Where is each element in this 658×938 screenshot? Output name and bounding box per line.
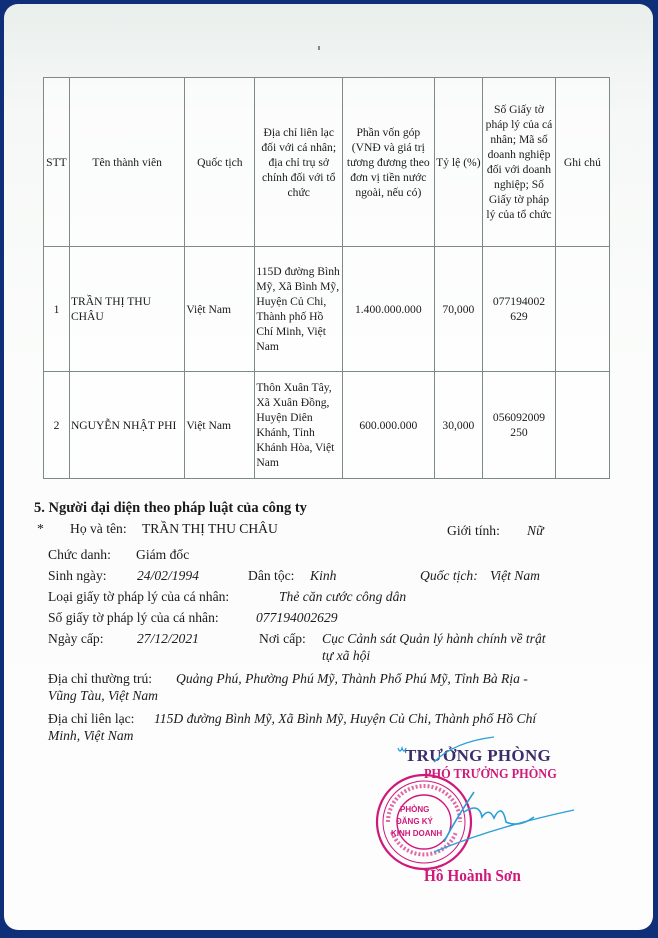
cell-ratio: 30,000	[434, 372, 483, 479]
gender-value: Nữ	[527, 523, 544, 538]
header-address: Địa chỉ liên lạc đối với cá nhân; địa chỉ trụ sở chính đối với tổ chức	[255, 78, 343, 247]
scan-speck	[318, 46, 320, 50]
header-capital: Phần vốn góp (VNĐ và giá trị tương đương theo đơn vị tiền nước ngoài, nếu có)	[343, 78, 434, 247]
cell-capital: 600.000.000	[343, 372, 434, 479]
issue-place-value: Cục Cảnh sát Quản lý hành chính về trật	[322, 631, 546, 646]
header-ratio: Tỷ lệ (%)	[434, 78, 483, 247]
header-note: Ghi chú	[555, 78, 609, 247]
stamp-text-2: ĐĂNG KÝ	[396, 817, 433, 826]
stamp-text-3: KINH DOANH	[391, 829, 443, 838]
header-member-name: Tên thành viên	[69, 78, 184, 247]
table-header-row	[44, 78, 610, 247]
bullet-star: *	[37, 521, 44, 536]
cell-address: Thôn Xuân Tây, Xã Xuân Đồng, Huyện Diên Khánh, Tỉnh Khánh Hòa, Việt Nam	[255, 372, 343, 479]
doc-type-label: Loại giấy tờ pháp lý của cá nhân:	[48, 589, 230, 604]
permanent-address-value: Quảng Phú, Phường Phú Mỹ, Thành Phố Phú Mỹ, Tỉnh Bà Rịa -	[176, 671, 528, 686]
dob-label: Sinh ngày:	[48, 568, 107, 583]
cell-legal-id: 056092009 250	[483, 372, 556, 479]
cell-member-name: NGUYỄN NHẬT PHI	[69, 372, 184, 479]
members-table	[43, 77, 610, 479]
handwritten-signature-icon	[384, 732, 584, 872]
permanent-address-label: Địa chỉ thường trú:	[48, 671, 153, 686]
name-value: TRẦN THỊ THU CHÂU	[142, 521, 278, 536]
contact-address-value-cont: Minh, Việt Nam	[48, 728, 134, 743]
contact-address-value: 115D đường Bình Mỹ, Xã Bình Mỹ, Huyện Củ Chi, Thành phố Hồ Chí	[154, 711, 537, 726]
contact-address-label: Địa chỉ liên lạc:	[48, 711, 135, 726]
cell-nationality: Việt Nam	[185, 372, 255, 479]
table-row	[44, 372, 610, 479]
doc-number-value: 077194002629	[256, 610, 338, 625]
cell-nationality: Việt Nam	[185, 247, 255, 372]
dob-value: 24/02/1994	[137, 568, 199, 583]
section-title: 5. Người đại diện theo pháp luật của công ty	[34, 500, 307, 516]
table-row	[44, 247, 610, 372]
issue-place-value-cont: tự xã hội	[322, 648, 371, 663]
permanent-address-value-cont: Vũng Tàu, Việt Nam	[48, 688, 159, 703]
header-nationality: Quốc tịch	[185, 78, 255, 247]
signature-title: TRƯỞNG PHÒNG	[405, 746, 552, 765]
signature-subtitle: PHÓ TRƯỞNG PHÒNG	[424, 767, 557, 782]
stamp-text-1: PHÒNG	[400, 805, 430, 814]
ethnicity-label: Dân tộc:	[248, 568, 295, 583]
cell-stt: 1	[44, 247, 70, 372]
nationality-label: Quốc tịch:	[420, 568, 478, 583]
cell-address: 115D đường Bình Mỹ, Xã Bình Mỹ, Huyện Củ Chi, Thành phố Hồ Chí Minh, Việt Nam	[255, 247, 343, 372]
position-label: Chức danh:	[48, 547, 111, 562]
nationality-value: Việt Nam	[490, 568, 540, 583]
cell-legal-id: 077194002 629	[483, 247, 556, 372]
doc-type-value: Thẻ căn cước công dân	[279, 589, 407, 604]
document-page	[4, 4, 653, 930]
ethnicity-value: Kinh	[310, 568, 337, 583]
cell-member-name: TRẦN THỊ THU CHÂU	[69, 247, 184, 372]
name-label: Họ và tên:	[70, 521, 127, 536]
position-value: Giám đốc	[136, 547, 190, 562]
header-legal-id: Số Giấy tờ pháp lý của cá nhân; Mã số doanh nghiệp đối với doanh nghiệp; Số Giấy tờ pháp lý của tổ chức	[483, 78, 556, 247]
issue-date-label: Ngày cấp:	[48, 631, 104, 646]
cell-ratio: 70,000	[434, 247, 483, 372]
gender-label: Giới tính:	[447, 523, 500, 538]
issue-date-value: 27/12/2021	[137, 631, 199, 646]
cell-note	[555, 372, 609, 479]
issue-place-label: Nơi cấp:	[259, 631, 306, 646]
cell-note	[555, 247, 609, 372]
cell-stt: 2	[44, 372, 70, 479]
signer-name: Hồ Hoành Sơn	[424, 866, 521, 885]
doc-number-label: Số giấy tờ pháp lý của cá nhân:	[48, 610, 219, 625]
header-stt: STT	[44, 78, 70, 247]
cell-capital: 1.400.000.000	[343, 247, 434, 372]
